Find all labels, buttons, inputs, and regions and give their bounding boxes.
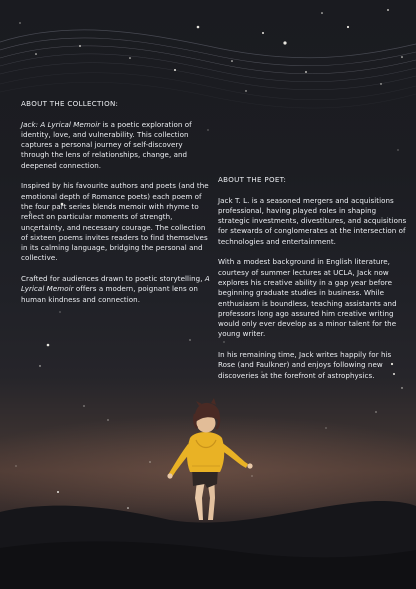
poet-paragraph-2: With a modest background in English literature, courtesy of summer lectures at UCLA, Jack now explores his creative ability in a gap year before beginning graduate studies in business. While enthusiasm is boundless, teaching assistants and professors long ago assured him creative writing would only ever develop as a minor talent for the young writer. [218,257,397,339]
collection-paragraph-2: Inspired by his favourite authors and poets (and the emotional depth of Romance poets) each poem of the four part series blends memoir with rhyme to reflect on particular moments of strength, uncertainty, and necessary courage. The collection of sixteen poems invites readers to find themselves in its calming language, bridging the personal and collective. [21,181,209,263]
about-the-poet [218,175,408,391]
collection-paragraph-3-lead: Crafted for audiences drawn to poetic storytelling, [21,274,205,284]
collection-paragraph-3-text: offers a modern, poignant lens on human kindness and connection. [21,284,198,304]
collection-title-short: A Lyrical Memoir [21,274,210,294]
poet-paragraph-1: Jack T. L. is a seasoned mergers and acquisitions professional, having played roles in shaping strategic investments, divestitures, and acquisitions for stewards of conglomerates at the intersection of technologies and entertainment. [218,195,407,246]
collection-paragraph-1 [21,120,211,171]
collection-paragraph-1-text: is a poetic exploration of identity, love, and vulnerability. This collection captures a personal journey of self-discovery through the lens of relationships, change, and deepened connection. [21,119,192,170]
collection-paragraph-3 [21,274,211,305]
about-the-collection [21,99,211,315]
star-ribbon [0,30,416,108]
poet-heading: ABOUT THE POET: [218,175,287,184]
poet-paragraph-3: In his remaining time, Jack writes happily for his Rose (and Faulkner) and enjoys following new discoveries at the forefront of astrophysics. [218,350,392,380]
collection-heading: ABOUT THE COLLECTION: [21,99,119,108]
collection-title: Jack: A Lyrical Memoir [21,119,101,129]
